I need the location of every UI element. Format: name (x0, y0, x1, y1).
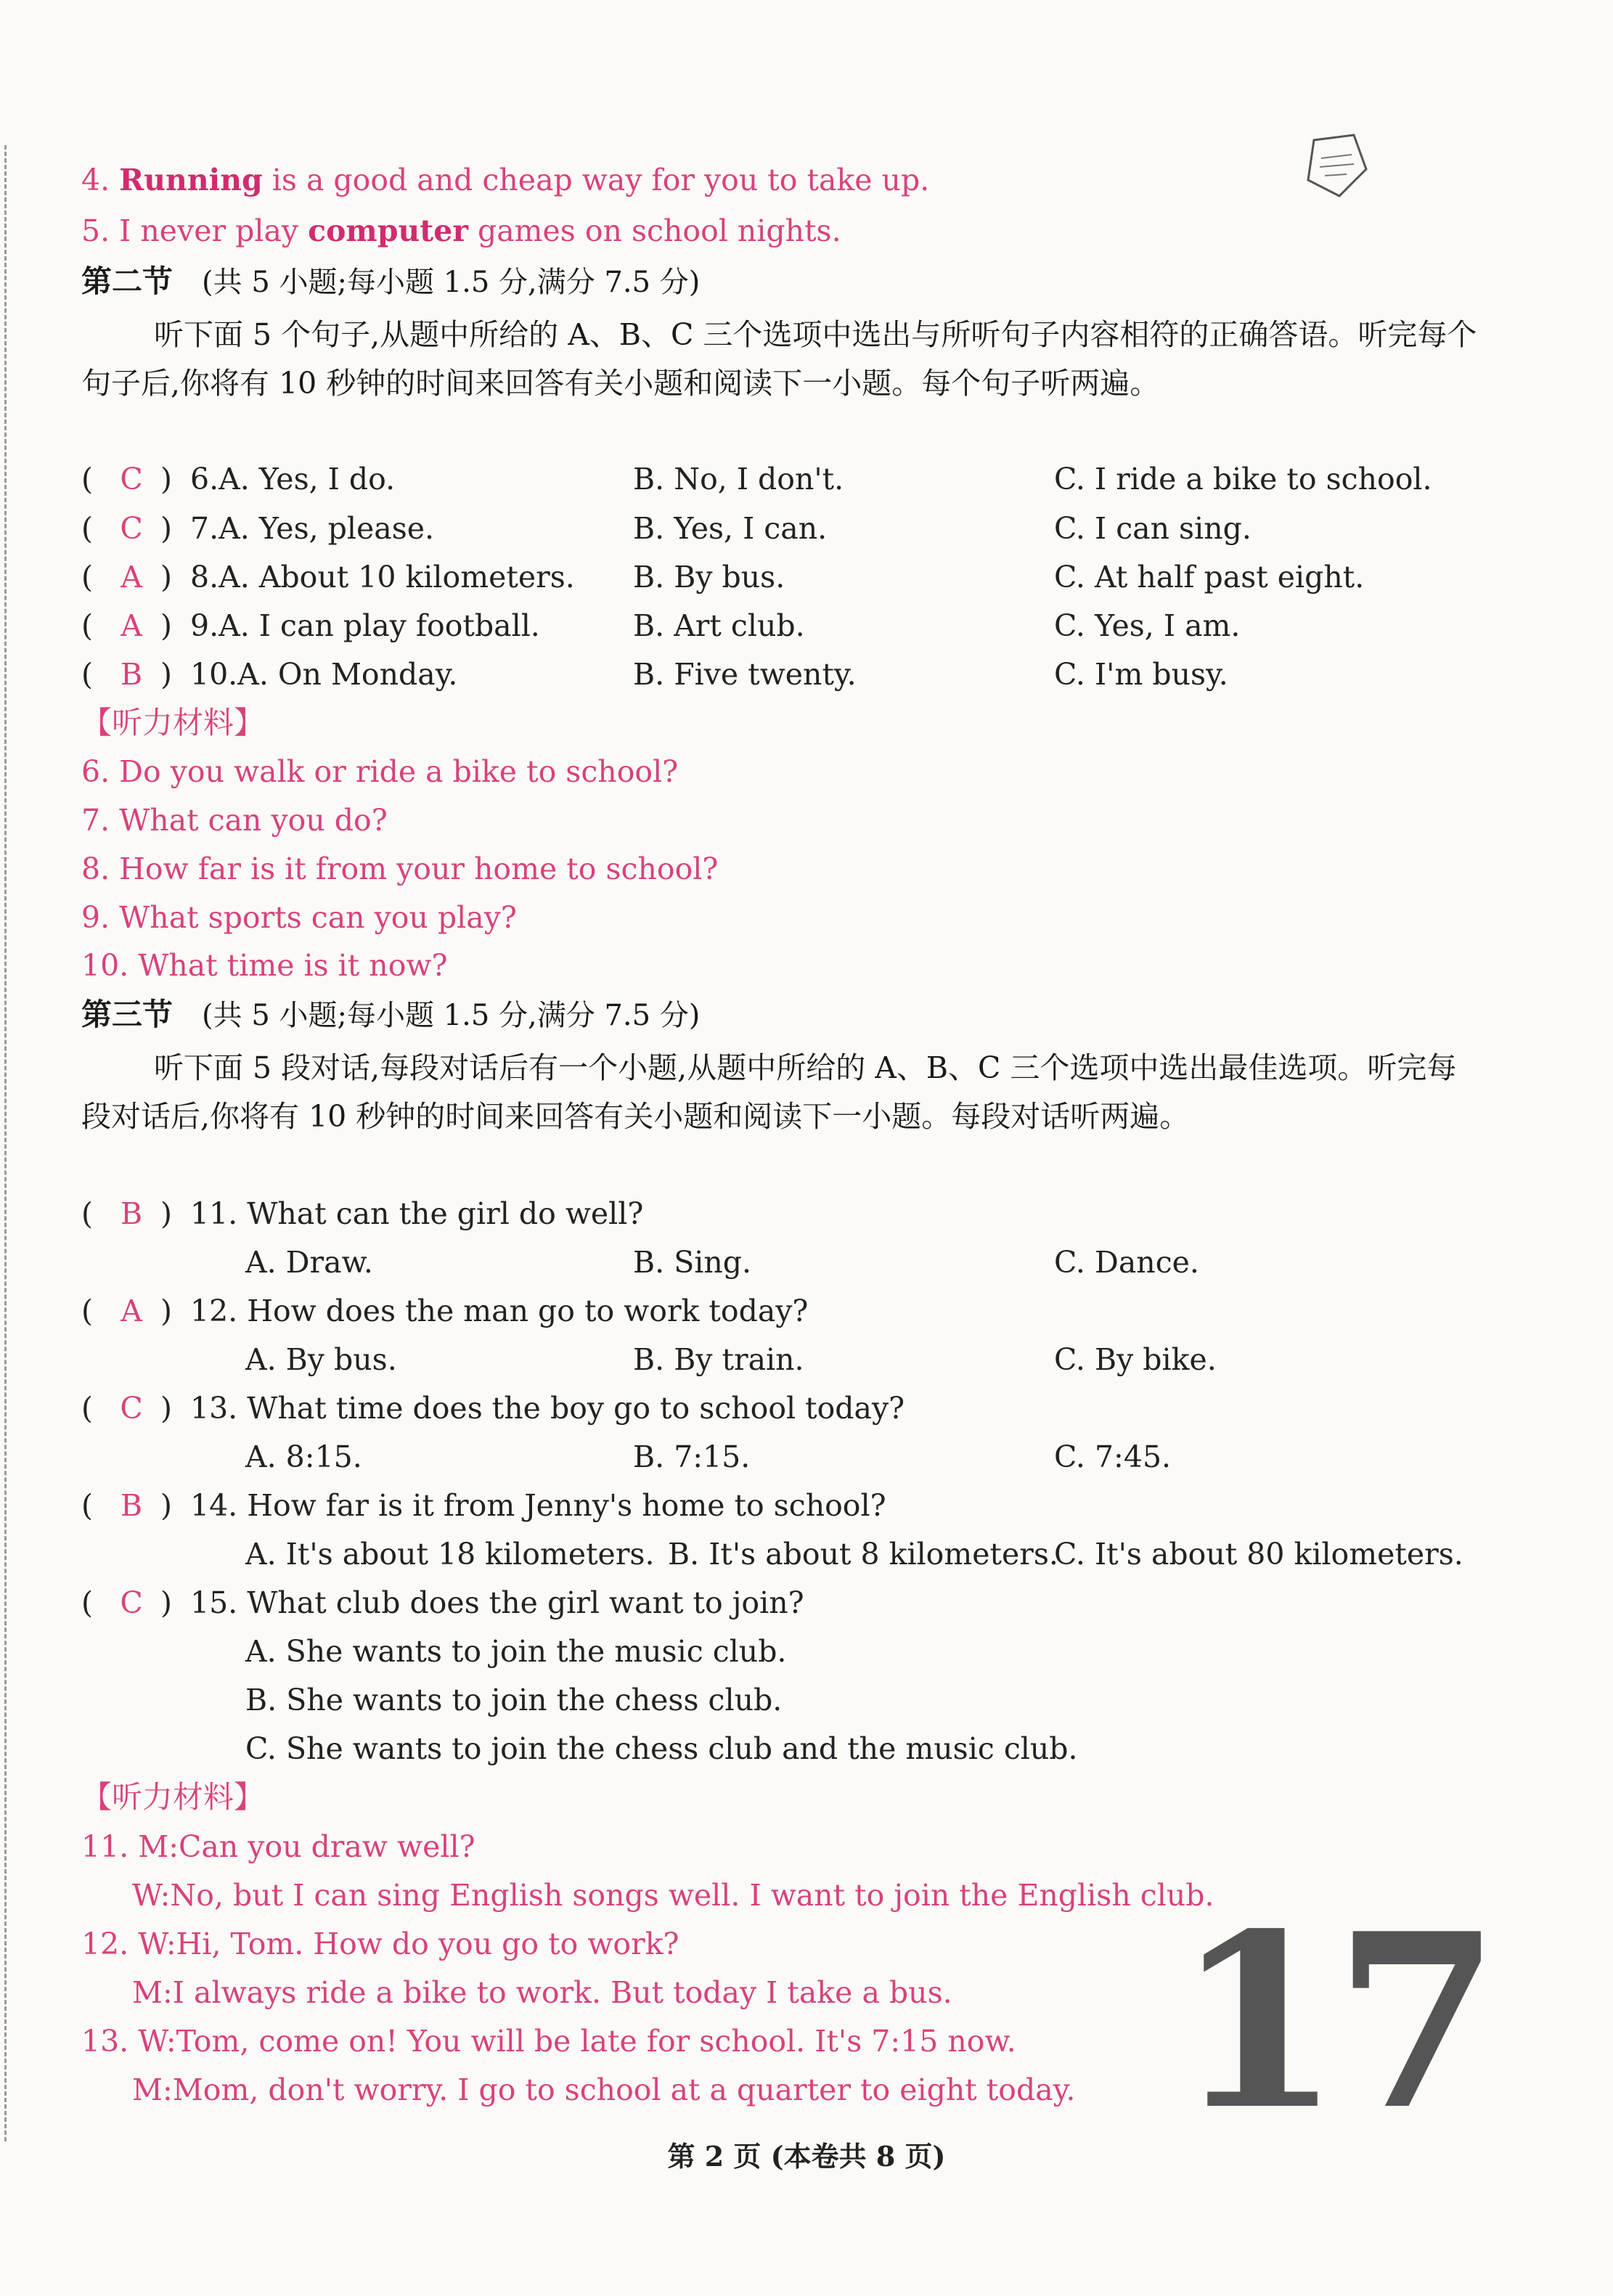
binding-dashed-line (4, 145, 7, 2141)
material-line-8: 8. How far is it from your home to school? (81, 851, 719, 886)
answer-13: C (120, 1391, 143, 1426)
question-14: ( B ) 14. How far is it from Jenny's home to school? (81, 1484, 886, 1527)
material-line-11-w: W:No, but I can sing English songs well. I want to join the English club. (132, 1878, 1214, 1913)
question-9: ( A ) 9.A. I can play football. B. Art club. C. Yes, I am. (81, 604, 540, 647)
material-line-11-m: 11. M:Can you draw well? (81, 1829, 475, 1864)
material-label-section2: 【听力材料】 (81, 705, 265, 740)
question-12: ( A ) 12. How does the man go to work today? (81, 1289, 808, 1333)
section3-instructions: 听下面 5 段对话,每段对话后有一个小题,从题中所给的 A、B、C 三个选项中选出最佳选项。听完每段对话后,你将有 10 秒钟的时间来回答有关小题和阅读下一小题。每段对话听两遍。 (81, 1050, 1457, 1134)
vocab-line-5: 5. I never play computer games on school nights. (81, 213, 841, 248)
material-line-6: 6. Do you walk or ride a bike to school? (81, 754, 679, 789)
answer-9: A (121, 608, 142, 643)
answer-8: A (121, 560, 142, 595)
material-line-7: 7. What can you do? (81, 803, 388, 838)
exam-page: 4. Running is a good and cheap way for you to take up. 5. I never play computer games on school nights. 第二节 (共 5 小题;每小题 1.5 分,满分 7.5 分) 听下面 5 个句子,从题中所给的 A、B、C 三个选项中选出与所听句子内容相符的正确答语。听完每个句子后,你将有 10 秒钟的时间来回答有关小题和阅读下一小题。每个句子听两遍。 ( C ) 6.A. Yes, I do. B. No, I don't. C. I ride a bike to school. ( C ) 7.A. Yes, please. B. Yes, I can. C. I can sing. ( A ) 8.A. About 10 kilometers. B. By bus. C. At half past eight. ( A ) 9.A. I can play football. B. Art club. C. Yes, I am. ( B ) 10.A. On Monday. B. Five twenty. C. I'm busy. 【听力材料】 6. Do you walk or ride a bike to school? 7. What can you do? 8. How far is it from your home to school? 9. What sports can you play? 10. What time is it now? 第三节 (共 5 小题;每小题 1.5 分,满分 7.5 分) 听下面 5 段对话,每段对话后有一个小题,从题中所给的 A、B、C 三个选项中选出最佳选项。听完每段对话后,你将有 10 秒钟的时间来回答有关小题和阅读下一小题。每段对话听两遍。 ( B ) 11. What can the girl do well? A. Draw. B. Sing. C. Dance. ( A ) 12. How does the man go to work today? A. By bus. B. By train. C. By bike. ( C ) 13. What time does the boy go to school today? A. 8:15. B. 7:15. C. 7:45. ( B ) 14. How far is it from Jenny's home to school? A. It's about 18 kilometers. B. It's about 8 kilometers. C. It's about 80 kilometers. ( C ) 15. What club does the girl want to join? A. She wants to join the music club. B. She wants to join the chess club. C. She wants to join the chess club and the music club. 【听力材料】 11. M:Can you draw well? W:No, but I can sing English songs well. I want to join the English club. 12. W:Hi, Tom. How do you go to work? M:I always ride a bike to work. But today I take a bus. 13. W:Tom, come on! You will be late for school. It's 7:15 now. M:Mom, don't worry. I go to school at a quarter to eight today. 17 第 2 页 (本卷共 8 页) (0, 0, 1613, 2296)
material-line-12-w: 12. W:Hi, Tom. How do you go to work? (81, 1927, 679, 1961)
question-7: ( C ) 7.A. Yes, please. B. Yes, I can. C. I can sing. (81, 507, 434, 550)
material-line-12-m: M:I always ride a bike to work. But today I take a bus. (132, 1975, 952, 2010)
vocab-line-4: 4. Running is a good and cheap way for you to take up. (81, 163, 930, 197)
answer-10: B (120, 657, 143, 692)
stamp-icon (1299, 129, 1372, 202)
large-page-number: 17 (1175, 1881, 1494, 2162)
section2-instructions: 听下面 5 个句子,从题中所给的 A、B、C 三个选项中选出与所听句子内容相符的正确答语。听完每个句子后,你将有 10 秒钟的时间来回答有关小题和阅读下一小题。每个句子听两遍。 (81, 317, 1477, 401)
section2-heading: 第二节 (共 5 小题;每小题 1.5 分,满分 7.5 分) (81, 263, 701, 299)
answer-6: C (120, 462, 143, 497)
material-line-9: 9. What sports can you play? (81, 900, 517, 935)
material-line-10: 10. What time is it now? (81, 948, 448, 983)
question-15: ( C ) 15. What club does the girl want to join? (81, 1581, 804, 1625)
material-line-13-w: 13. W:Tom, come on! You will be late for school. It's 7:15 now. (81, 2024, 1016, 2059)
answer-15: C (120, 1585, 143, 1620)
question-10: ( B ) 10.A. On Monday. B. Five twenty. C. I'm busy. (81, 653, 457, 696)
material-label-section3: 【听力材料】 (81, 1779, 265, 1815)
question-8: ( A ) 8.A. About 10 kilometers. B. By bus. C. At half past eight. (81, 555, 575, 599)
answer-7: C (120, 511, 143, 546)
question-13: ( C ) 13. What time does the boy go to school today? (81, 1386, 904, 1430)
question-6: ( C ) 6.A. Yes, I do. B. No, I don't. C. I ride a bike to school. (81, 457, 395, 501)
material-line-13-m: M:Mom, don't worry. I go to school at a quarter to eight today. (132, 2072, 1076, 2107)
answer-14: B (120, 1488, 143, 1523)
answer-12: A (121, 1294, 142, 1328)
page-footer: 第 2 页 (本卷共 8 页) (667, 2140, 946, 2173)
answer-11: B (120, 1196, 143, 1231)
section3-heading: 第三节 (共 5 小题;每小题 1.5 分,满分 7.5 分) (81, 997, 701, 1032)
question-11: ( B ) 11. What can the girl do well? (81, 1192, 643, 1235)
